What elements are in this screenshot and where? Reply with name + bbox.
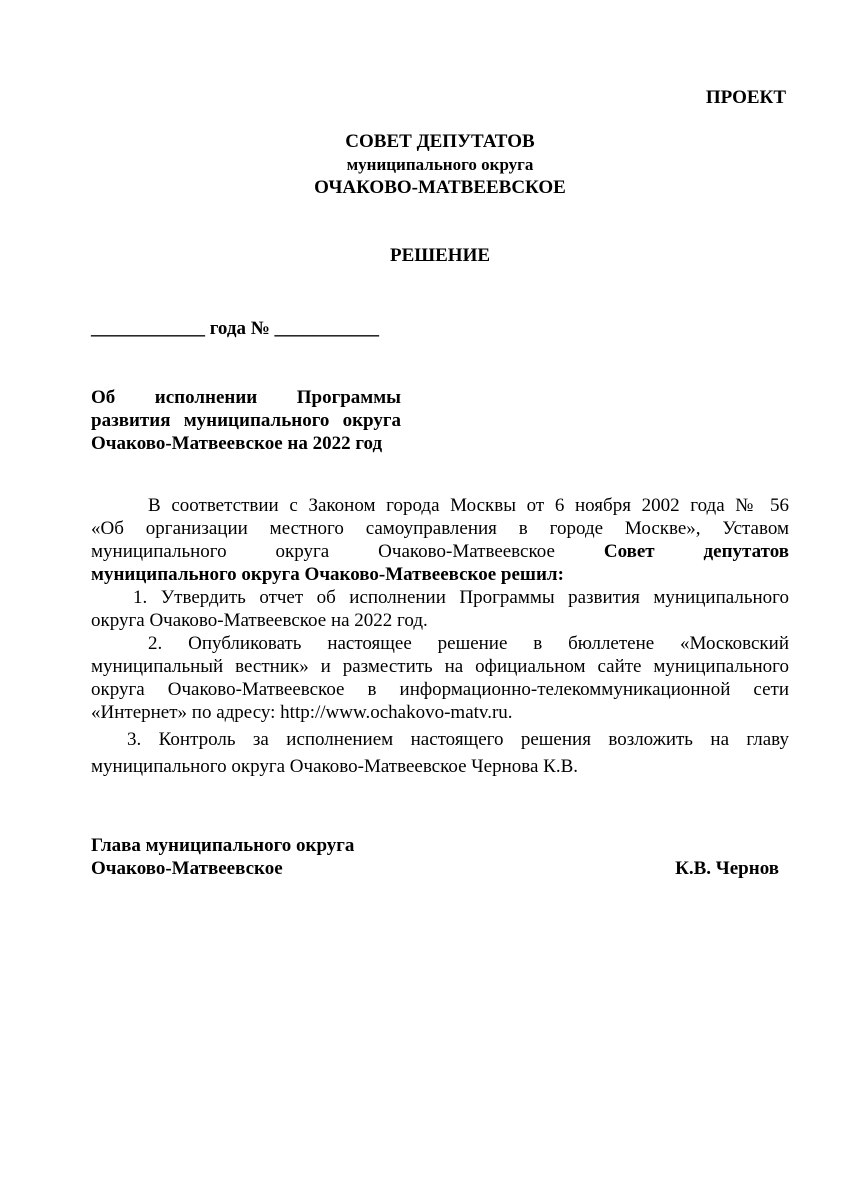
signatory-name: К.В. Чернов bbox=[675, 858, 779, 879]
council-header bbox=[0, 130, 848, 199]
body-line: муниципальный вестник» и разместить на официальном сайте муниципального bbox=[91, 656, 789, 677]
district-name: ОЧАКОВО-МАТВЕЕВСКОЕ bbox=[314, 177, 566, 198]
body-line: «Интернет» по адресу: http://www.ochakovo-matv.ru. bbox=[91, 702, 513, 723]
body-text-bold: Совет депутатов bbox=[603, 541, 789, 562]
decision-body bbox=[91, 494, 789, 778]
body-text: муниципального округа Очаково-Матвеевское bbox=[91, 541, 555, 562]
list-item-1: 1. Утвердить отчет об исполнении Программы развития муниципального bbox=[133, 587, 789, 608]
decision-title: РЕШЕНИЕ bbox=[389, 245, 491, 266]
subject-line: развития муниципального округа bbox=[91, 410, 401, 431]
decision-subject bbox=[91, 386, 401, 455]
body-line: В соответствии с Законом города Москвы от 6 ноября 2002 года № 56 bbox=[148, 495, 789, 516]
project-label: ПРОЕКТ bbox=[705, 87, 786, 108]
list-item-2: 2. Опубликовать настоящее решение в бюллетене «Московский bbox=[148, 633, 789, 654]
body-line bbox=[91, 540, 789, 563]
signature-position: Очаково-Матвеевское bbox=[91, 858, 283, 879]
signature-position: Глава муниципального округа bbox=[91, 835, 355, 856]
date-number-line: ____________ года № ___________ bbox=[91, 318, 380, 339]
body-line: округа Очаково-Матвеевское на 2022 год. bbox=[91, 610, 428, 631]
signature-row bbox=[91, 857, 779, 880]
body-line: муниципального округа Очаково-Матвеевское решил: bbox=[91, 564, 564, 585]
list-item-3: 3. Контроль за исполнением настоящего решения возложить на главу bbox=[127, 729, 789, 750]
council-subtitle: муниципального округа bbox=[346, 155, 534, 174]
subject-line: Очаково-Матвеевское на 2022 год bbox=[91, 433, 383, 454]
council-title: СОВЕТ ДЕПУТАТОВ bbox=[345, 131, 535, 152]
body-line: округа Очаково-Матвеевское в информационно-телекоммуникационной сети bbox=[91, 679, 789, 700]
subject-line: Об исполнении Программы bbox=[91, 387, 401, 408]
body-line: «Об организации местного самоуправления в городе Москве», Уставом bbox=[91, 518, 789, 539]
signature-block bbox=[91, 834, 779, 880]
body-line: муниципального округа Очаково-Матвеевское Чернова К.В. bbox=[91, 756, 578, 777]
